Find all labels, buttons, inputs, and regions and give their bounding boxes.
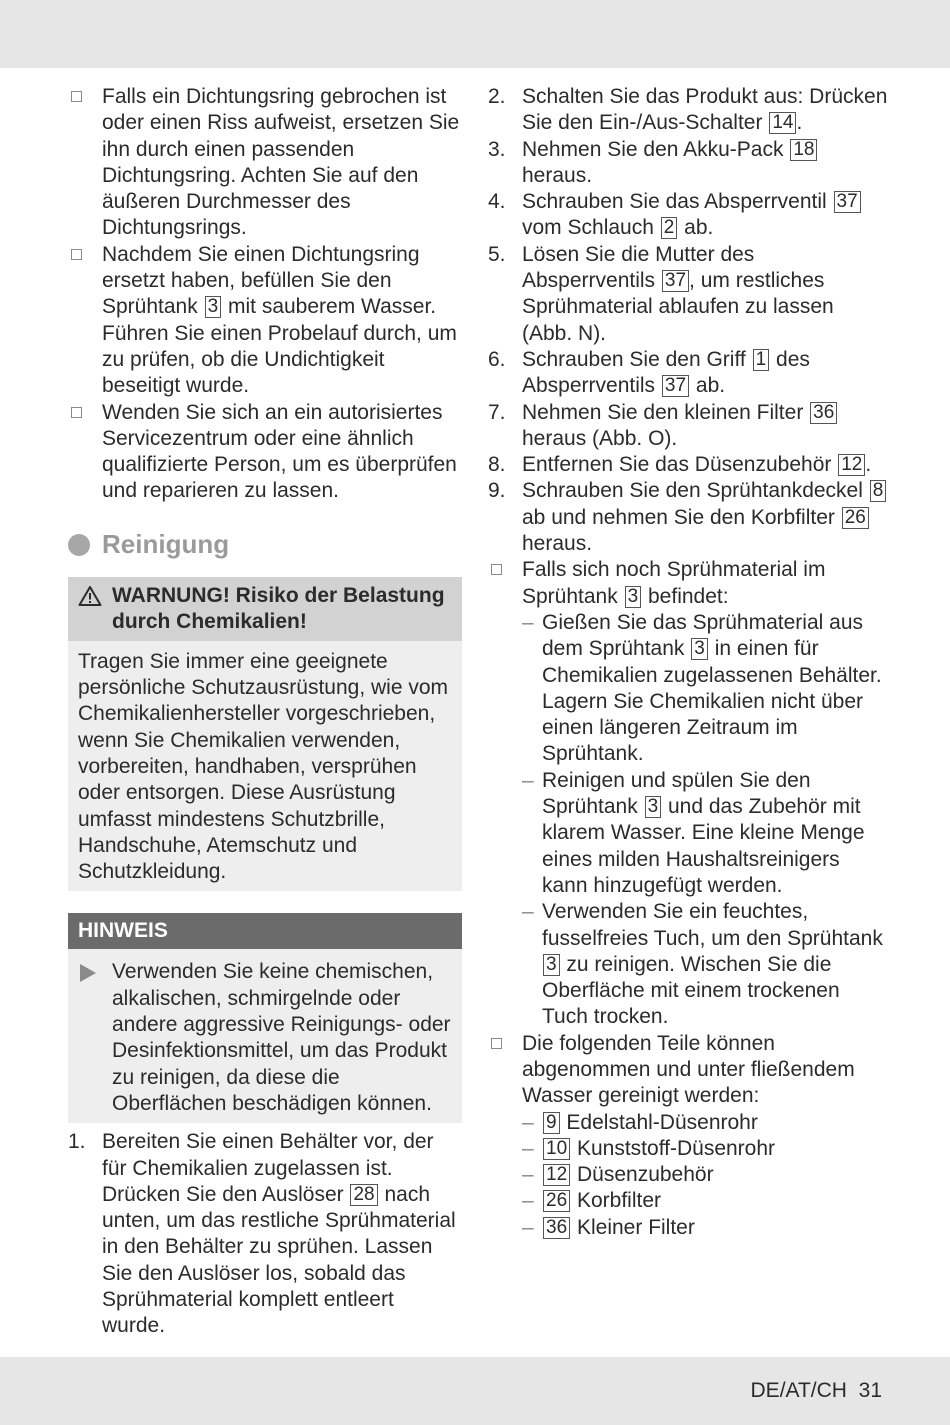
numbered-step bbox=[488, 84, 888, 137]
dash-bullet: – bbox=[522, 1215, 534, 1239]
part-reference: 14 bbox=[769, 112, 796, 134]
step-text: heraus (Abb. O). bbox=[522, 426, 678, 450]
part-label: Düsenzubehör bbox=[576, 1163, 714, 1187]
checkbox-bullet-icon bbox=[491, 1038, 502, 1049]
dash-bullet: – bbox=[522, 768, 534, 792]
step-text: heraus. bbox=[522, 532, 593, 556]
step-text: heraus. bbox=[522, 163, 593, 187]
bullet-item bbox=[488, 557, 888, 610]
step-text: Schalten Sie das Produkt aus: Drücken Sie den Ein-/Aus-Schalter bbox=[522, 85, 888, 135]
section-title: Reinigung bbox=[102, 528, 230, 559]
step-text: vom Schlauch bbox=[522, 216, 654, 240]
sub-item-text: und das Zubehör mit klarem Wasser. Eine kleine Menge eines milden Haushaltsreinigers kann hinzugefügt werden. bbox=[542, 795, 865, 897]
note-box bbox=[68, 913, 462, 1123]
dash-bullet: – bbox=[522, 610, 534, 634]
part-label: Kleiner Filter bbox=[576, 1215, 695, 1239]
bullet-text: Die folgenden Teile können abgenommen und unter fließendem Wasser gereinigt werden: bbox=[522, 1031, 855, 1108]
part-reference: 3 bbox=[543, 954, 560, 976]
warning-triangle-icon bbox=[78, 585, 102, 607]
page-number: 31 bbox=[858, 1379, 882, 1402]
bullet-item bbox=[68, 84, 462, 242]
numbered-step bbox=[488, 137, 888, 190]
step-text: des Absperrventils bbox=[522, 347, 810, 398]
step-number: 6. bbox=[488, 347, 506, 371]
warning-header bbox=[68, 577, 462, 641]
step-text: Entfernen Sie das Düsenzubehör bbox=[522, 453, 832, 477]
bullet-text: Falls ein Dichtungsring gebrochen ist oder einen Riss aufweist, ersetzen Sie ihn durch einen passenden Dichtungsring. Achten Sie auf den äußeren Durchmesser des Dichtungsrings. bbox=[102, 85, 460, 240]
bullet-item bbox=[68, 242, 462, 400]
step-text: . bbox=[865, 453, 872, 477]
sub-item-text: in einen für Chemikalien zugelassenen Behälter. Lagern Sie Chemikalien nicht über einen längeren Zeitraum im Sprühtank. bbox=[542, 637, 882, 766]
step-text: ab. bbox=[684, 216, 714, 240]
part-reference: 8 bbox=[870, 480, 887, 502]
part-reference: 9 bbox=[543, 1112, 560, 1134]
dash-bullet: – bbox=[522, 1189, 534, 1213]
part-reference: 1 bbox=[753, 349, 770, 371]
checkbox-bullet-icon bbox=[491, 564, 502, 575]
sub-item bbox=[488, 610, 888, 768]
warning-title: WARNUNG! Risiko der Belastung durch Chemikalien! bbox=[112, 583, 445, 633]
part-reference: 12 bbox=[838, 454, 865, 476]
step-number: 5. bbox=[488, 242, 506, 266]
sub-item bbox=[488, 768, 888, 899]
right-column bbox=[488, 84, 888, 1241]
part-reference: 3 bbox=[625, 586, 642, 608]
step-text: Bereiten Sie einen Behälter vor, der für Chemikalien zugelassen ist. Drücken Sie den Auslöser bbox=[102, 1130, 434, 1206]
numbered-step bbox=[488, 478, 888, 557]
step-number: 2. bbox=[488, 85, 506, 108]
step-text: ab. bbox=[695, 374, 726, 398]
part-reference: 36 bbox=[543, 1217, 570, 1239]
part-label: Kunststoff-Düsenrohr bbox=[576, 1136, 776, 1160]
bullet-text: befindet: bbox=[648, 584, 729, 608]
note-body bbox=[68, 949, 462, 1123]
bullet-item bbox=[68, 400, 462, 505]
part-reference: 3 bbox=[645, 796, 662, 818]
step-text: Nehmen Sie den kleinen Filter bbox=[522, 400, 804, 424]
part-list-item bbox=[488, 1110, 888, 1136]
part-label: Edelstahl-Düsenrohr bbox=[566, 1110, 758, 1134]
bullet-text: Nachdem Sie einen Dichtungsring ersetzt haben, befüllen Sie den Sprühtank bbox=[102, 242, 420, 319]
step-number: 4. bbox=[488, 190, 506, 214]
dash-bullet: – bbox=[522, 900, 534, 924]
part-reference: 36 bbox=[810, 402, 837, 424]
part-list-item bbox=[488, 1162, 888, 1188]
numbered-step bbox=[68, 1129, 462, 1339]
step-text: Schrauben Sie den Sprühtankdeckel bbox=[522, 479, 863, 503]
step-number: 7. bbox=[488, 400, 506, 424]
section-heading bbox=[68, 527, 462, 563]
part-reference: 37 bbox=[834, 191, 861, 213]
step-text: , um restliches Sprühmaterial ablaufen zu lassen (Abb. N). bbox=[522, 269, 834, 345]
checkbox-bullet-icon bbox=[71, 407, 82, 418]
part-reference: 12 bbox=[543, 1164, 570, 1186]
dash-bullet: – bbox=[522, 1163, 534, 1187]
step-text: . bbox=[796, 111, 803, 135]
part-reference: 28 bbox=[350, 1184, 377, 1206]
sub-item-text: Reinigen und spülen Sie den Sprühtank bbox=[542, 768, 811, 819]
sub-item bbox=[488, 899, 888, 1030]
bullet-item bbox=[488, 1031, 888, 1110]
part-reference: 37 bbox=[662, 270, 689, 292]
part-label: Korbfilter bbox=[576, 1189, 662, 1213]
warning-box bbox=[68, 577, 462, 892]
step-text: Lösen Sie die Mutter des Absperrventils bbox=[522, 242, 755, 293]
bullet-text: Wenden Sie sich an ein autorisiertes Servicezentrum oder eine ähnlich qualifizierte Person, um es überprüfen und reparieren zu lassen. bbox=[102, 400, 457, 503]
numbered-step bbox=[488, 452, 888, 478]
bullet-text: Falls sich noch Sprühmaterial im Sprühtank bbox=[522, 558, 826, 608]
part-list-item bbox=[488, 1215, 888, 1241]
part-reference: 3 bbox=[205, 296, 222, 318]
step-text: nach unten, um das restliche Sprühmaterial in den Behälter zu sprühen. Lassen Sie den Auslöser los, sobald das Sprühmaterial komplett entleert wurde. bbox=[102, 1182, 456, 1338]
sub-item-text: Verwenden Sie ein feuchtes, fusselfreies Tuch, um den Sprühtank bbox=[542, 900, 883, 950]
page-footer bbox=[751, 1378, 882, 1404]
part-reference: 26 bbox=[543, 1190, 570, 1212]
warning-body: Tragen Sie immer eine geeignete persönliche Schutzausrüstung, wie vom Chemikalienhersteller vorgeschrieben, wenn Sie Chemikalien verwenden, vorbereiten, handhaben, versprühen oder entsorgen. Diese Ausrüstung umfasst mindestens Schutzbrille, Handschuhe, Atemschutz und Schutzkleidung. bbox=[78, 649, 449, 884]
sub-item-text: Gießen Sie das Sprühmaterial aus dem Sprühtank bbox=[542, 610, 863, 661]
part-reference: 18 bbox=[790, 139, 817, 161]
step-text: Schrauben Sie den Griff bbox=[522, 347, 746, 371]
checkbox-bullet-icon bbox=[71, 91, 82, 102]
dash-bullet: – bbox=[522, 1110, 534, 1134]
part-reference: 3 bbox=[691, 638, 708, 660]
step-text: Schrauben Sie das Absperrventil bbox=[522, 190, 827, 214]
numbered-step bbox=[488, 242, 888, 347]
left-column bbox=[68, 84, 462, 1340]
triangle-right-icon bbox=[80, 964, 96, 982]
part-reference: 37 bbox=[662, 375, 689, 397]
dash-bullet: – bbox=[522, 1136, 534, 1160]
numbered-step bbox=[488, 400, 888, 453]
locale-label: DE/AT/CH bbox=[750, 1379, 847, 1402]
numbered-step bbox=[488, 189, 888, 242]
part-reference: 10 bbox=[543, 1138, 570, 1160]
checkbox-bullet-icon bbox=[71, 249, 82, 260]
part-list-item bbox=[488, 1188, 888, 1214]
numbered-step bbox=[488, 347, 888, 400]
note-title: HINWEIS bbox=[68, 913, 462, 949]
sub-item-text: zu reinigen. Wischen Sie die Oberfläche mit einem trockenen Tuch trocken. bbox=[542, 952, 840, 1029]
top-bar bbox=[0, 0, 950, 68]
step-text: ab und nehmen Sie den Korbfilter bbox=[522, 505, 835, 529]
step-number: 1. bbox=[68, 1130, 86, 1154]
step-text: Nehmen Sie den Akku-Pack bbox=[522, 137, 784, 161]
part-list-item bbox=[488, 1136, 888, 1162]
step-number: 9. bbox=[488, 479, 506, 503]
part-reference: 26 bbox=[842, 507, 869, 529]
part-reference: 2 bbox=[661, 217, 678, 239]
note-text: Verwenden Sie keine chemischen, alkalischen, schmirgelnde oder andere aggressive Reinigungs- oder Desinfektionsmittel, um das Produkt zu reinigen, da diese die Oberflächen beschädigen können. bbox=[112, 960, 451, 1115]
bullet-text: mit sauberem Wasser. Führen Sie einen Probelauf durch, um zu prüfen, ob die Undichtigkeit beseitigt wurde. bbox=[102, 295, 457, 398]
step-number: 8. bbox=[488, 453, 506, 477]
step-number: 3. bbox=[488, 137, 506, 161]
circle-bullet-icon bbox=[68, 534, 90, 556]
